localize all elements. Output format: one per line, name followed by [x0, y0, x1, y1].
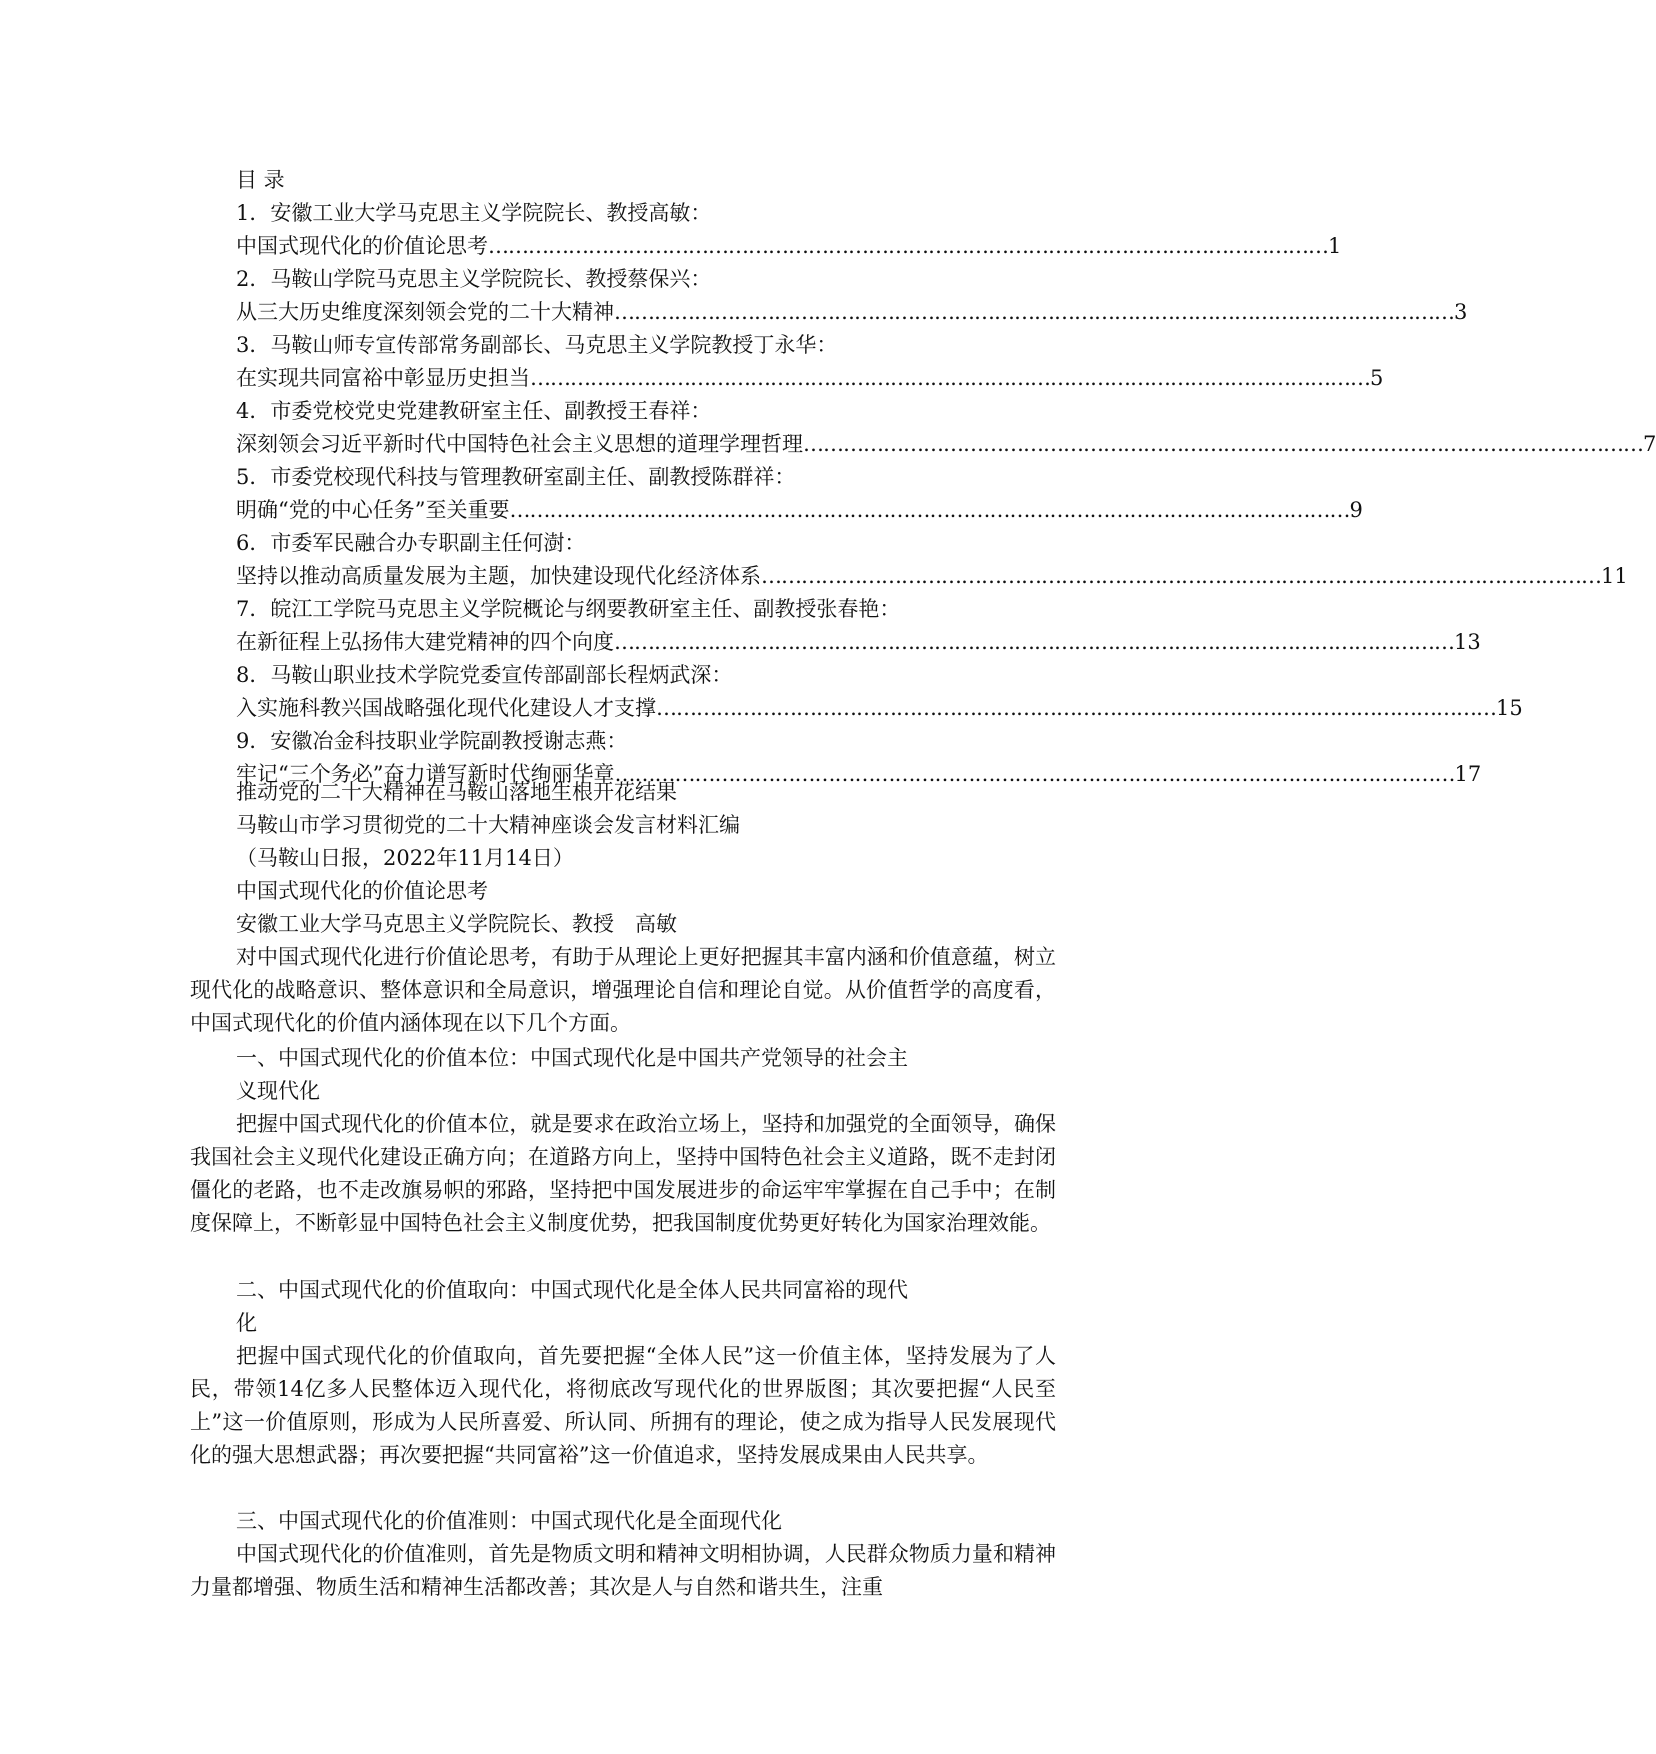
- toc-entry-page: 7: [1643, 432, 1656, 456]
- toc-entry-author: 7．皖江工学院马克思主义学院概论与纲要教研室主任、副教授张春艳：: [236, 597, 901, 621]
- toc-entry-page: 3: [1454, 300, 1468, 324]
- toc-entry-title: 在实现共同富裕中彰显历史担当: [236, 366, 530, 390]
- toc-entry-link[interactable]: [236, 230, 1342, 262]
- article-byline: 安徽工业大学马克思主义学院院长、教授 高敏: [236, 912, 677, 936]
- section-heading-2-cont: 化: [236, 1311, 257, 1335]
- toc-entry-link[interactable]: [236, 560, 1628, 592]
- toc-entry-author: 6．市委军民融合办专职副主任何澍：: [236, 531, 586, 555]
- toc-entry-link[interactable]: [236, 494, 1363, 526]
- toc-leader-dots: ………………………………………………………………………………………………………………: [509, 498, 1350, 522]
- toc-entry-author: 3．马鞍山师专宣传部常务副部长、马克思主义学院教授丁永华：: [236, 333, 838, 357]
- toc-entry-title: 深刻领会习近平新时代中国特色社会主义思想的道理学理哲理: [236, 432, 803, 456]
- toc-entry-title: 牢记“三个务必”奋力谱写新时代绚丽华章: [236, 762, 615, 786]
- toc-entry-title: 入实施科教兴国战略强化现代化建设人才支撑: [236, 696, 656, 720]
- toc-entry-page: 1: [1328, 234, 1342, 258]
- toc-entry-link[interactable]: [236, 626, 1481, 658]
- toc-entry-title: 中国式现代化的价值论思考: [236, 234, 488, 258]
- toc-entry-link[interactable]: [236, 296, 1468, 328]
- toc-entry-link[interactable]: [236, 692, 1523, 724]
- article-subheadline: 马鞍山市学习贯彻党的二十大精神座谈会发言材料汇编: [236, 813, 740, 837]
- section-heading-1: 一、中国式现代化的价值本位：中国式现代化是中国共产党领导的社会主: [236, 1046, 908, 1070]
- toc-entry-author: 4．市委党校党史党建教研室主任、副教授王春祥：: [236, 399, 712, 423]
- article-source: （马鞍山日报，2022年11月14日）: [236, 846, 574, 870]
- toc-entry-page: 11: [1601, 564, 1628, 588]
- toc-entry-author: 5．市委党校现代科技与管理教研室副主任、副教授陈群祥：: [236, 465, 796, 489]
- toc-entry-title: 坚持以推动高质量发展为主题，加快建设现代化经济体系: [236, 564, 761, 588]
- toc-entry-page: 5: [1370, 366, 1384, 390]
- section-heading-3: 三、中国式现代化的价值准则：中国式现代化是全面现代化: [236, 1509, 782, 1533]
- toc-entry-author: 1．安徽工业大学马克思主义学院院长、教授高敏：: [236, 201, 712, 225]
- toc-title: 目 录: [236, 168, 285, 192]
- intro-paragraph: 对中国式现代化进行价值论思考，有助于从理论上更好把握其丰富内涵和价值意蕴，树立现代化的战略意识、整体意识和全局意识，增强理论自信和理论自觉。从价值哲学的高度看，中国式现代化的价值内涵体现在以下几个方面。: [190, 945, 1056, 1035]
- paragraph-2: 把握中国式现代化的价值取向，首先要把握“全体人民”这一价值主体，坚持发展为了人民，带领14亿多人民整体迈入现代化，将彻底改写现代化的世界版图；其次要把握“人民至上”这一价值原则，形成为人民所喜爱、所认同、所拥有的理论，使之成为指导人民发展现代化的强大思想武器；再次要把握“共同富裕”这一价值追求，坚持发展成果由人民共享。: [190, 1344, 1056, 1467]
- toc-entry-link[interactable]: [236, 428, 1656, 460]
- paragraph-3: 中国式现代化的价值准则，首先是物质文明和精神文明相协调，人民群众物质力量和精神力量都增强、物质生活和精神生活都改善；其次是人与自然和谐共生，注重: [190, 1542, 1056, 1599]
- toc-leader-dots: ………………………………………………………………………………………………………………: [761, 564, 1601, 588]
- section-heading-2: 二、中国式现代化的价值取向：中国式现代化是全体人民共同富裕的现代: [236, 1278, 908, 1302]
- paragraph-1: 把握中国式现代化的价值本位，就是要求在政治立场上，坚持和加强党的全面领导，确保我国社会主义现代化建设正确方向；在道路方向上，坚持中国特色社会主义道路，既不走封闭僵化的老路，也不走改旗易帜的邪路，坚持把中国发展进步的命运牢牢掌握在自己手中；在制度保障上，不断彰显中国特色社会主义制度优势，把我国制度优势更好转化为国家治理效能。: [190, 1112, 1056, 1235]
- toc-entry-page: 15: [1496, 696, 1523, 720]
- toc-leader-dots: ………………………………………………………………………………………………………………: [803, 432, 1643, 456]
- toc-entry-title: 明确“党的中心任务”至关重要: [236, 498, 510, 522]
- toc-entry-page: 13: [1454, 630, 1481, 654]
- toc-entry-title: 从三大历史维度深刻领会党的二十大精神: [236, 300, 614, 324]
- toc-leader-dots: ………………………………………………………………………………………………………………: [530, 366, 1370, 390]
- toc-entry-author: 9．安徽冶金科技职业学院副教授谢志燕：: [236, 729, 628, 753]
- toc-entry-page: 17: [1454, 762, 1482, 786]
- toc-leader-dots: ………………………………………………………………………………………………………………: [488, 234, 1328, 258]
- toc-leader-dots: ………………………………………………………………………………………………………………: [656, 696, 1496, 720]
- article-headline: 推动党的二十大精神在马鞍山落地生根开花结果: [236, 780, 677, 804]
- toc-entry-title: 在新征程上弘扬伟大建党精神的四个向度: [236, 630, 614, 654]
- toc-entry-link[interactable]: [236, 362, 1384, 394]
- toc-leader-dots: ………………………………………………………………………………………………………………: [614, 630, 1454, 654]
- article-title: 中国式现代化的价值论思考: [236, 879, 488, 903]
- toc-entry-page: 9: [1349, 498, 1363, 522]
- toc-entry-author: 2．马鞍山学院马克思主义学院院长、教授蔡保兴：: [236, 267, 712, 291]
- toc-entry-author: 8．马鞍山职业技术学院党委宣传部副部长程炳武深：: [236, 663, 733, 687]
- toc-leader-dots: ………………………………………………………………………………………………………………: [614, 300, 1454, 324]
- toc-leader-dots: ………………………………………………………………………………………………………………: [614, 762, 1455, 786]
- section-heading-1-cont: 义现代化: [236, 1079, 320, 1103]
